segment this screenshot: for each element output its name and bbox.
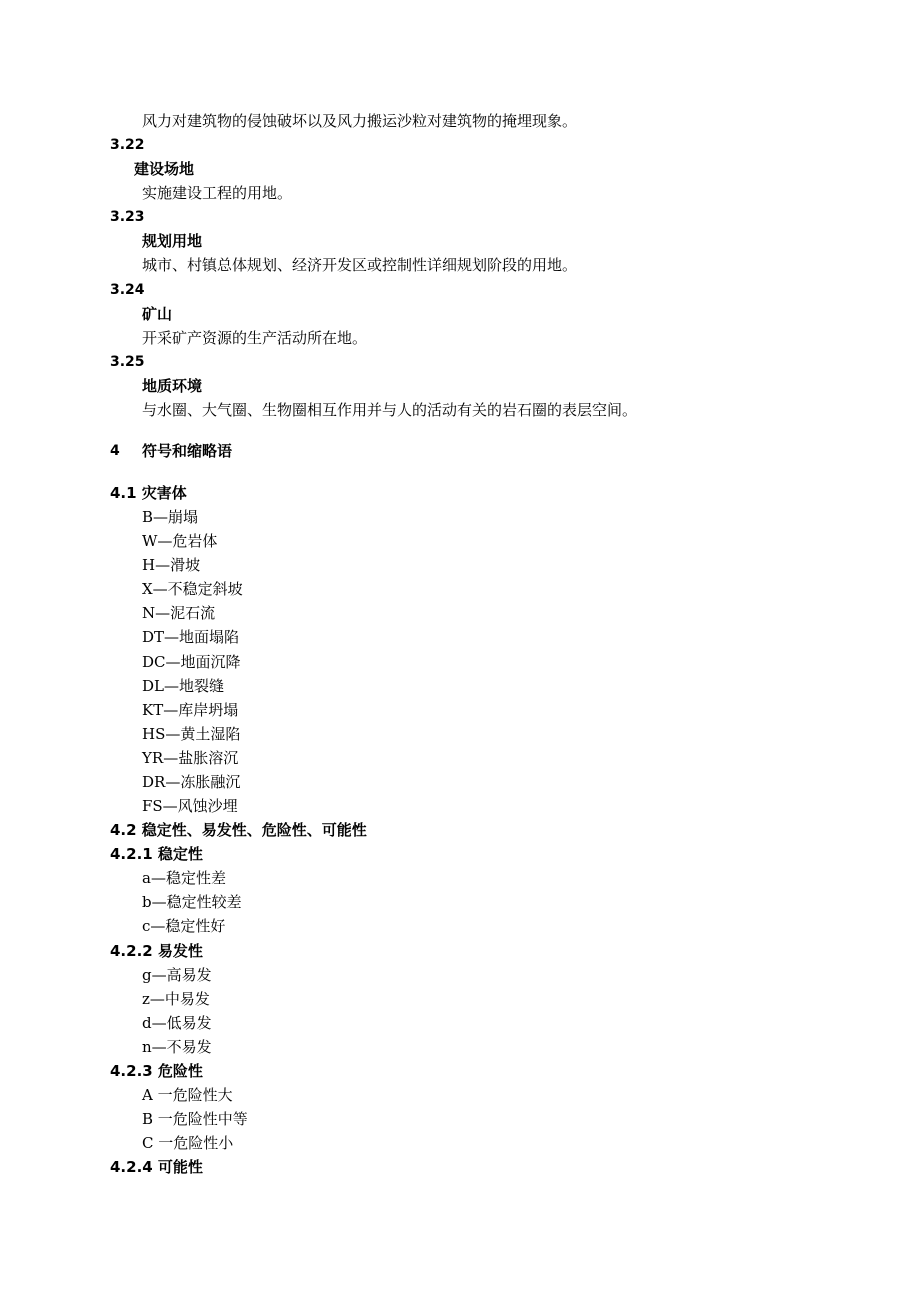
term-definition: 实施建设工程的用地。 bbox=[142, 184, 293, 202]
list-item: YR—盐胀溶沉 bbox=[142, 749, 239, 767]
subsection-heading: 4.1 灾害体 bbox=[110, 484, 187, 502]
term-number: 3.23 bbox=[110, 209, 145, 225]
term-definition: 开采矿产资源的生产活动所在地。 bbox=[142, 329, 368, 347]
term-title: 矿山 bbox=[142, 305, 173, 323]
list-item: B 一危险性中等 bbox=[142, 1110, 248, 1128]
subsection-heading: 4.2 稳定性、易发性、危险性、可能性 bbox=[110, 821, 367, 839]
list-item: DT—地面塌陷 bbox=[142, 628, 240, 646]
list-item: n—不易发 bbox=[142, 1038, 212, 1056]
list-item: HS—黄土湿陷 bbox=[142, 725, 241, 743]
list-item: c—稳定性好 bbox=[142, 917, 226, 935]
list-item: FS—风蚀沙埋 bbox=[142, 797, 238, 815]
term-title: 地质环境 bbox=[142, 377, 203, 395]
subsection-heading: 4.2.2 易发性 bbox=[110, 942, 203, 960]
subsection-heading: 4.2.3 危险性 bbox=[110, 1062, 203, 1080]
list-item: W—危岩体 bbox=[142, 532, 218, 550]
subsection-heading: 4.2.1 稳定性 bbox=[110, 845, 203, 863]
term-definition: 城市、村镇总体规划、经济开发区或控制性详细规划阶段的用地。 bbox=[142, 256, 578, 274]
list-item: B—崩塌 bbox=[142, 508, 199, 526]
term-title: 建设场地 bbox=[134, 160, 195, 178]
list-item: C 一危险性小 bbox=[142, 1134, 234, 1152]
list-item: d—低易发 bbox=[142, 1014, 212, 1032]
list-item: KT—库岸坍塌 bbox=[142, 701, 239, 719]
section-title: 符号和缩略语 bbox=[142, 442, 233, 460]
list-item: A 一危险性大 bbox=[142, 1086, 233, 1104]
list-item: g—高易发 bbox=[142, 966, 212, 984]
subsection-heading: 4.2.4 可能性 bbox=[110, 1158, 203, 1176]
term-number: 3.25 bbox=[110, 354, 145, 370]
list-item: N—泥石流 bbox=[142, 604, 216, 622]
list-item: a—稳定性差 bbox=[142, 869, 226, 887]
list-item: DR—冻胀融沉 bbox=[142, 773, 241, 791]
intro-line: 风力对建筑物的侵蚀破坏以及风力搬运沙粒对建筑物的掩埋现象。 bbox=[142, 112, 578, 130]
section-number: 4 bbox=[110, 443, 120, 459]
list-item: DC—地面沉降 bbox=[142, 653, 241, 671]
list-item: X—不稳定斜坡 bbox=[142, 580, 243, 598]
list-item: z—中易发 bbox=[142, 990, 210, 1008]
term-title: 规划用地 bbox=[142, 232, 203, 250]
list-item: b—稳定性较差 bbox=[142, 893, 242, 911]
list-item: DL—地裂缝 bbox=[142, 677, 224, 695]
term-number: 3.22 bbox=[110, 137, 145, 153]
list-item: H—滑坡 bbox=[142, 556, 201, 574]
term-definition: 与水圈、大气圈、生物圈相互作用并与人的活动有关的岩石圈的表层空间。 bbox=[142, 401, 638, 419]
term-number: 3.24 bbox=[110, 282, 145, 298]
